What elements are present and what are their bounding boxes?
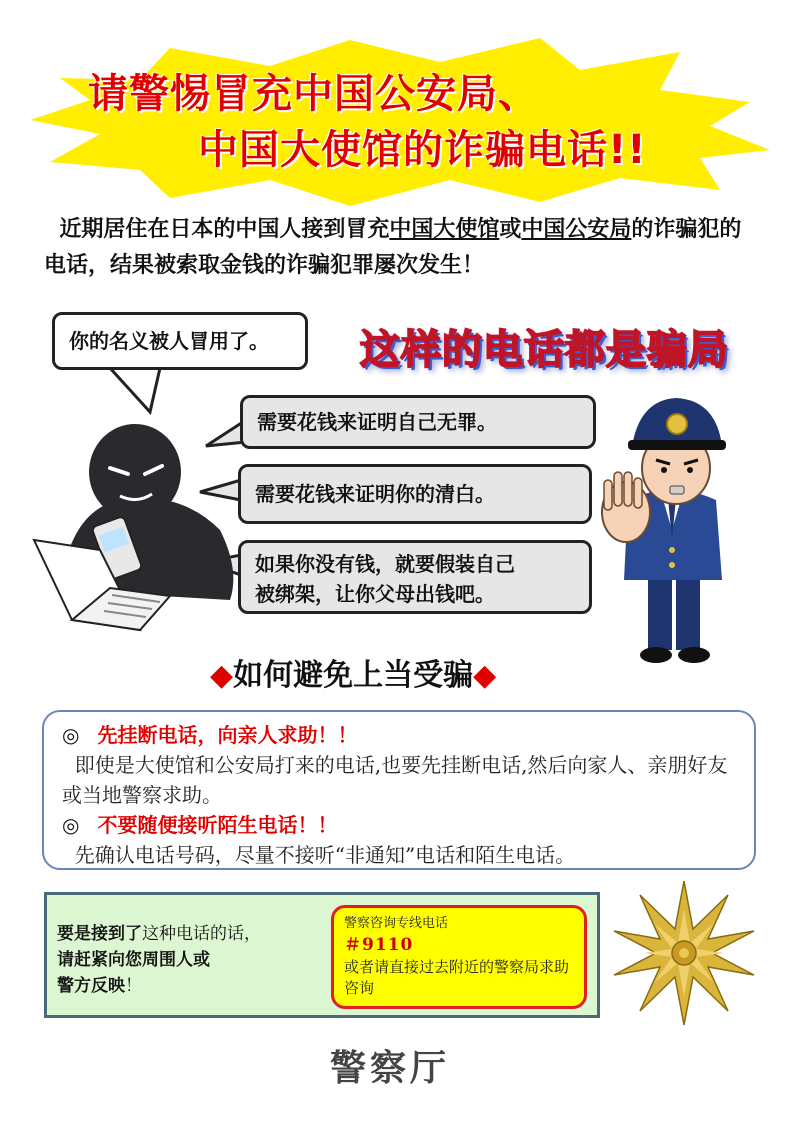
- tip-2-heading: [62, 810, 740, 840]
- how-to-avoid-title: [210, 650, 496, 694]
- report-line-3-bold: 警方反映: [57, 976, 125, 996]
- bubble-2-text: 需要花钱来证明你的清白。: [255, 482, 495, 506]
- report-line-1-rest: 这种电话的话，: [142, 924, 261, 944]
- fraud-headline: 这样的电话都是骗局: [360, 327, 729, 373]
- agency-name: 警察厅: [330, 1048, 451, 1089]
- report-line-1-bold: 要是接到了: [57, 924, 142, 944]
- bubble-1-text: 需要花钱来证明自己无罪。: [257, 410, 497, 434]
- intro-text-2: 或: [499, 217, 522, 242]
- bubble-3-line-1: 如果你没有钱，就要假装自己: [255, 552, 515, 576]
- report-line-2: 请赶紧向您周围人或: [57, 950, 210, 970]
- tip-2-body: [62, 840, 740, 870]
- tip-1-body-text: 即使是大使馆和公安局打来的电话,也要先挂断电话,然后向家人、亲朋好友或当地警察求助。: [62, 753, 728, 807]
- speech-bubble-2: [238, 464, 592, 524]
- hotline-box: [331, 905, 587, 1009]
- title-line-2: 中国大使馆的诈骗电话!!: [198, 127, 647, 173]
- bubble-3-line-2: 被绑架，让你父母出钱吧。: [255, 582, 495, 606]
- bullseye-icon: ◎: [62, 813, 80, 837]
- hotline-description: 或者请直接过去附近的警察局求助咨询: [344, 958, 570, 997]
- diamond-left-icon: ◆: [210, 658, 234, 693]
- tip-1-heading: [62, 720, 740, 750]
- police-emblem-icon: [606, 878, 762, 1028]
- intro-paragraph: [44, 212, 754, 284]
- bullseye-icon: ◎: [62, 723, 80, 747]
- diamond-right-icon: ◆: [473, 658, 497, 693]
- speech-bubble-3: [238, 540, 592, 614]
- hotline-label: 警察咨询专线电话: [344, 916, 449, 931]
- report-line-3-rest: ！: [125, 976, 142, 996]
- tips-box: [42, 710, 756, 870]
- bubble-tail-top: [110, 368, 160, 412]
- hotline-number: ＃9110: [344, 935, 414, 955]
- speech-bubble-1: [240, 395, 596, 449]
- intro-police: 中国公安局: [521, 217, 632, 242]
- bubble-top-text: 你的名义被人冒用了。: [69, 329, 269, 353]
- policeman-figure: [602, 398, 726, 663]
- report-text: [57, 921, 261, 999]
- speech-bubble-top: [52, 312, 308, 370]
- tip-2-heading-text: 不要随便接听陌生电话！！: [97, 813, 338, 837]
- intro-embassy: 中国大使馆: [389, 217, 500, 242]
- intro-text-3: 的诈骗犯的电话，结果被索取金钱的诈骗犯罪屡次发生！: [44, 217, 742, 278]
- how-title-text: 如何避免上当受骗: [233, 658, 474, 693]
- bubble-tail-2: [200, 480, 241, 500]
- tip-1-heading-text: 先挂断电话，向亲人求助！！: [97, 723, 358, 747]
- title-line-1: 请警惕冒充中国公安局、: [88, 71, 539, 117]
- intro-text-1: 近期居住在日本的中国人接到冒充: [59, 217, 390, 242]
- tip-1-body: [62, 750, 740, 810]
- report-box: [44, 892, 600, 1018]
- tip-2-body-text: 先确认电话号码，尽量不接听“非通知”电话和陌生电话。: [74, 843, 576, 867]
